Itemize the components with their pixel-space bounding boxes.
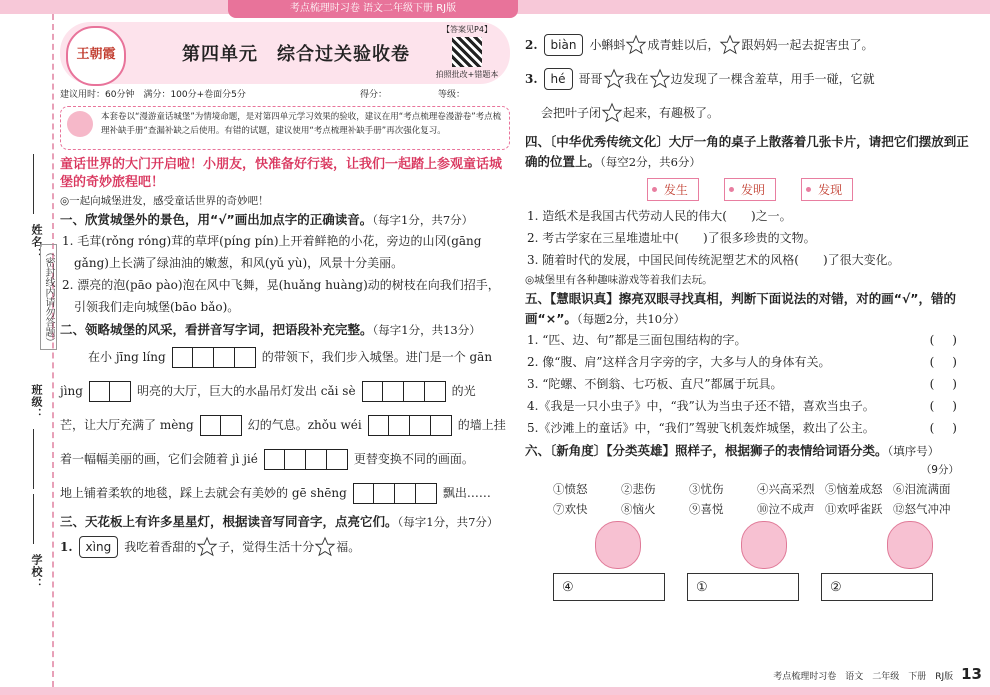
q2-line-1: 在小 jīng líng 的带领下，我们步入城堡。进门是一个 gān [60, 340, 510, 374]
sub-heading-2: ◎城堡里有各种趣味游戏等着我们去玩。 [525, 274, 713, 286]
word-option: ②悲伤 [621, 482, 656, 496]
answer-box-happy[interactable]: ④ [553, 573, 665, 601]
word-card[interactable]: 发明 [724, 178, 776, 201]
answer-ref: 【答案见P4】 [442, 25, 492, 34]
word-option: ⑦欢快 [553, 502, 588, 516]
sad-lion-icon [887, 521, 933, 569]
q5-item-2[interactable]: 2. 像“腹、肩”这样含月字旁的字，大多与人的身体有关。 () [527, 355, 975, 369]
pinyin-tag: xìng [79, 536, 119, 558]
top-band: 考点梳理时习卷 语文二年级下册 RJ版 [228, 0, 518, 18]
q2-line-3: 芒，让大厅充满了 mèng 幻的气息。zhǒu wéi 的墙上挂 [60, 408, 510, 442]
qr-caption: 拍照批改+错题本 [435, 70, 499, 79]
word-option: ③忧伤 [689, 482, 724, 496]
answer-row [525, 573, 975, 601]
q6-total: （9分） [920, 464, 959, 476]
star-icon[interactable] [196, 536, 218, 558]
word-option: ⑧恼火 [621, 502, 656, 516]
star-icon[interactable] [625, 34, 647, 56]
q2-line-5: 地上铺着柔软的地毯，踩上去就会有美妙的 gē shēng 飘出…… [60, 476, 510, 510]
word-option: ⑩泣不成声 [757, 502, 815, 516]
sub-heading-1: ◎一起向城堡进发，感受童话世界的奇妙吧！ [60, 195, 269, 207]
school-label: 学校： [30, 554, 43, 590]
page-border-right [990, 0, 1000, 695]
happy-lion-icon [595, 521, 641, 569]
word-option: ⑨喜悦 [689, 502, 724, 516]
answer-box-group[interactable] [368, 415, 452, 436]
star-icon[interactable] [649, 68, 671, 90]
header-banner [60, 22, 510, 84]
page-title: 第四单元 综合过关验收卷 [182, 44, 410, 65]
star-icon[interactable] [603, 68, 625, 90]
q1-item-2[interactable]: 2. 漂亮的泡(pāo pào)泡在风中飞舞，晃(huǎng huàng)动的树枝在向我们招手，引领我们走向城堡(bāo bǎo)。 [62, 278, 500, 314]
pinyin-tag: biàn [544, 34, 584, 56]
answer-box-group[interactable] [89, 381, 131, 402]
q3-item-3: 3. hé 哥哥 我在 边发现了一棵含羞草，用手一碰，它就 [525, 62, 975, 96]
class-label: 班级： [30, 384, 43, 420]
intro-text: 童话世界的大门开启啦！小朋友，快准备好行装，让我们一起踏上参观童话城堡的奇妙旅程吧！ [60, 157, 503, 190]
page-border-bottom [0, 687, 1000, 695]
girl-avatar-icon [67, 111, 93, 137]
q5-item-1[interactable]: 1. “匹、边、句”都是三面包围结构的字。 () [527, 333, 975, 347]
q6-title: 六、〔新角度〕【分类英雄】照样子，根据狮子的表情给词语分类。（填序号） [525, 443, 940, 458]
answer-box-group[interactable] [172, 347, 256, 368]
pinyin-tag: hé [544, 68, 573, 90]
q2-title: 二、领略城堡的风采，看拼音写字词，把语段补充完整。（每字1分，共13分） [60, 322, 481, 337]
answer-box-angry[interactable]: ① [687, 573, 799, 601]
q3-title: 三、天花板上有许多星星灯，根据读音写同音字，点亮它们。（每字1分，共7分） [60, 514, 499, 529]
time-info: 建议用时：60分钟 满分：100分+卷面分5分 [60, 90, 246, 100]
q5-item-4[interactable]: 4.《我是一只小虫子》中，“我”认为当虫子还不错，喜欢当虫子。 () [527, 399, 975, 413]
footer-text: 考点梳理时习卷 语文 二年级 下册 RJ版 [773, 672, 954, 682]
q4-item-3[interactable]: 3. 随着时代的发展，中国民间传统泥塑艺术的风格( )了很大变化。 [527, 253, 900, 267]
q5-item-5[interactable]: 5.《沙滩上的童话》中，“我们”驾驶飞机轰炸城堡，救出了公主。 () [527, 421, 975, 435]
name-label: 姓名： [30, 224, 43, 260]
lion-row [525, 521, 975, 569]
star-icon[interactable] [314, 536, 336, 558]
score-field[interactable]: 得分： [360, 90, 388, 100]
q5-item-3[interactable]: 3. “陀螺、不倒翁、七巧板、直尺”都属于玩具。 () [527, 377, 975, 391]
star-icon[interactable] [719, 34, 741, 56]
word-option: ④兴高采烈 [757, 482, 815, 496]
answer-box-sad[interactable]: ② [821, 573, 933, 601]
right-column [525, 22, 975, 601]
word-option: ⑫怒气冲冲 [893, 502, 951, 516]
word-list [525, 479, 975, 519]
word-card[interactable]: 发生 [647, 178, 699, 201]
q2-line-4: 着一幅幅美丽的画，它们会随着 jì jié 更替变换不同的画面。 [60, 442, 510, 476]
star-icon[interactable] [601, 102, 623, 124]
note-box [60, 106, 510, 150]
word-option: ⑤恼羞成怒 [825, 482, 883, 496]
seal-note: （密封线内请勿答题） [40, 244, 57, 350]
word-option: ⑪欢呼雀跃 [825, 502, 883, 516]
school-line [33, 494, 34, 544]
note-text: 本套卷以“漫游童话城堡”为情境命题，是对第四单元学习效果的验收，建议在用“考点梳理卷漫游卷”考点梳理补缺手册“查漏补缺之后使用。有错的试题，建议使用“考点梳理补缺手册”再次强化复习。 [101, 112, 502, 136]
word-option: ⑥泪流满面 [893, 482, 951, 496]
grade-field[interactable]: 等级： [438, 90, 466, 100]
q4-item-2[interactable]: 2. 考古学家在三星堆遗址中( )了很多珍贵的文物。 [527, 231, 816, 245]
answer-box-group[interactable] [353, 483, 437, 504]
answer-box-group[interactable] [264, 449, 348, 470]
name-line [33, 154, 34, 214]
answer-box-group[interactable] [200, 415, 242, 436]
q3-item-1: 1. xìng 我吃着香甜的 子，觉得生活十分 福。 [60, 532, 510, 562]
binding-margin [0, 14, 54, 687]
q1-item-1[interactable]: 1. 毛茸(rǒng róng)茸的草坪(píng pín)上开着鲜艳的小花，旁边的山冈(gāng gǎng)上长满了绿油油的嫩葱，和风(yǔ yù)，风景十分美丽。 [62, 234, 482, 270]
q5-title: 五、【慧眼识真】擦亮双眼寻找真相，判断下面说法的对错，对的画“√”，错的画“×”。（每题2分，共10分） [525, 291, 957, 326]
qr-code-icon[interactable] [452, 37, 482, 67]
qr-block [422, 24, 512, 80]
q4-title: 四、〔中华优秀传统文化〕大厅一角的桌子上散落着几张卡片，请把它们摆放到正确的位置上。（每空2分，共6分） [525, 134, 969, 169]
q2-line-2: jìng 明亮的大厅，巨大的水晶吊灯发出 cǎi sè 的光 [60, 374, 510, 408]
q3-item-2: 2. biàn 小蝌蚪 成青蛙以后， 跟妈妈一起去捉害虫了。 [525, 28, 975, 62]
card-row [525, 178, 975, 201]
q3-item-3-cont: 会把叶子闭 起来，有趣极了。 [525, 96, 975, 130]
q1-title: 一、欣赏城堡外的景色，用“√”画出加点字的正确读音。（每字1分，共7分） [60, 212, 474, 227]
brand-logo: 王朝霞 [66, 26, 126, 86]
exam-meta [60, 86, 510, 104]
left-column [60, 22, 510, 562]
angry-lion-icon [741, 521, 787, 569]
page-footer [773, 665, 982, 683]
word-card[interactable]: 发现 [801, 178, 853, 201]
word-option: ①愤怒 [553, 482, 588, 496]
q4-item-1[interactable]: 1. 造纸术是我国古代劳动人民的伟大( )之一。 [527, 209, 792, 223]
class-line [33, 429, 34, 489]
answer-box-group[interactable] [362, 381, 446, 402]
page-number: 13 [961, 665, 982, 683]
